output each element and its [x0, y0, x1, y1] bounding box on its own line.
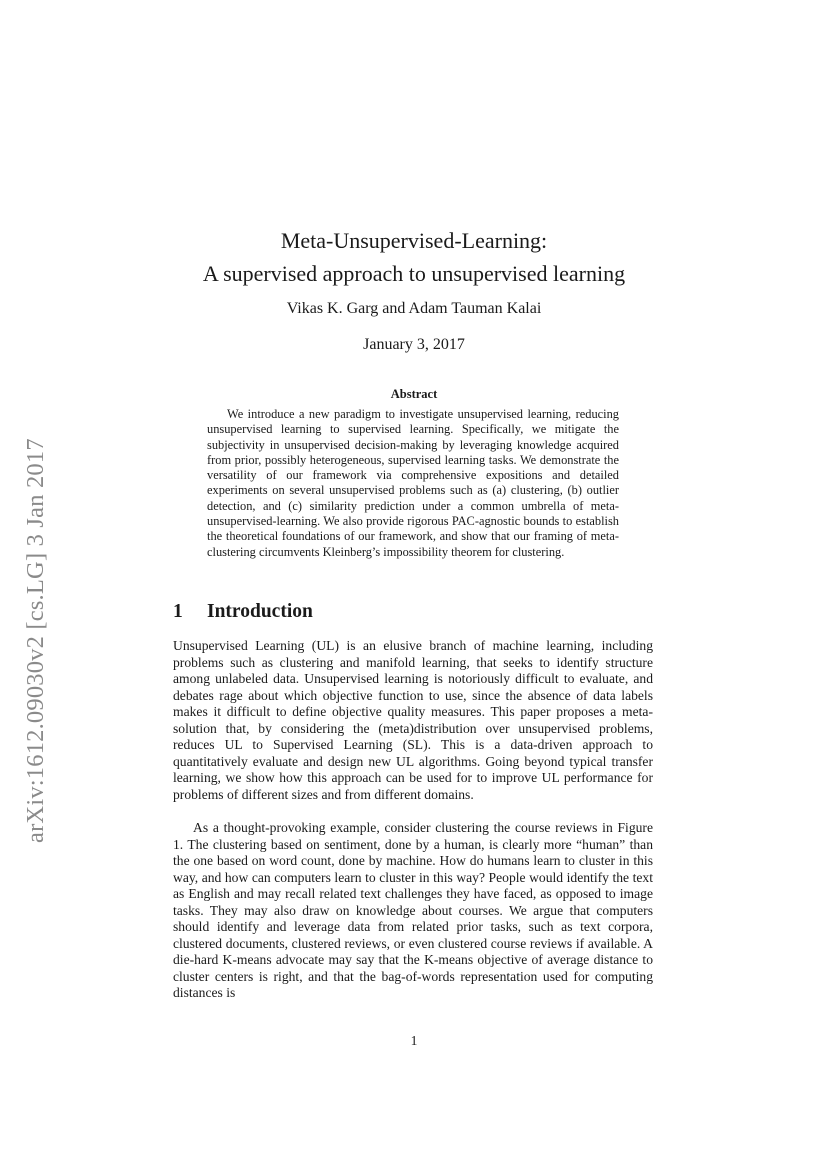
publication-date: January 3, 2017	[363, 336, 465, 353]
title-line-1: Meta-Unsupervised-Learning:	[280, 228, 548, 253]
section-heading	[173, 601, 313, 623]
authors: Vikas K. Garg and Adam Tauman Kalai	[286, 300, 542, 317]
paragraph: As a thought-provoking example, consider clustering the course reviews in Figure 1. The clustering based on sentiment, done by a human, is clearly more “human” than the one based on word count, done by machine. How do humans learn to cluster in this way, and how can computers learn to cluster in this way? People would identify the text as English and may recall related text challenges they have faced, as opposed to image tasks. They may also draw on knowledge about courses. We argue that computers should identify and leverage data from related prior tasks, such as text corpora, clustered documents, clustered reviews, or even clustered course reviews if available. A die-hard K-means advocate may say that the K-means objective of average distance to cluster centers is right, and that the bag-of-words representation used for computing distances is	[173, 820, 653, 1000]
arxiv-identifier: arXiv:1612.09030v2 [cs.LG] 3 Jan 2017	[22, 438, 49, 843]
paragraph: Unsupervised Learning (UL) is an elusive branch of machine learning, including problems such as clustering and manifold learning, that seeks to identify structure among unlabeled data. Unsupervised learning is notoriously difficult to evaluate, and debates rage about which objective function to use, since the absence of data labels makes it difficult to define objective quality measures. This paper proposes a meta-solution that, by considering the (meta)distribution over unsupervised problems, reduces UL to Supervised Learning (SL). This is a data-driven approach to quantitatively evaluate and design new UL algorithms. Going beyond typical transfer learning, we show how this approach can be used for to improve UL performance for problems of different sizes and from different domains.	[173, 638, 653, 802]
title-line-2: A supervised approach to unsupervised learning	[202, 261, 626, 286]
abstract-heading: Abstract	[390, 387, 438, 401]
abstract-text: We introduce a new paradigm to investigate unsupervised learning, reducing unsupervised learning to supervised learning. Specifically, we mitigate the subjectivity in unsupervised decision-making by leveraging knowledge acquired from prior, possibly heterogeneous, supervised learning tasks. We demonstrate the versatility of our framework via comprehensive expositions and detailed experiments on several unsupervised problems such as (a) clustering, (b) outlier detection, and (c) similarity prediction under a common umbrella of meta-unsupervised-learning. We also provide rigorous PAC-agnostic bounds to establish the theoretical foundations of our framework, and show that our framing of meta-clustering circumvents Kleinberg’s impossibility theorem for clustering.	[207, 407, 619, 559]
section-title: Introduction	[207, 601, 313, 622]
section-number: 1	[173, 601, 183, 622]
page-number: 1	[410, 1033, 418, 1048]
paper-title	[0, 224, 828, 290]
